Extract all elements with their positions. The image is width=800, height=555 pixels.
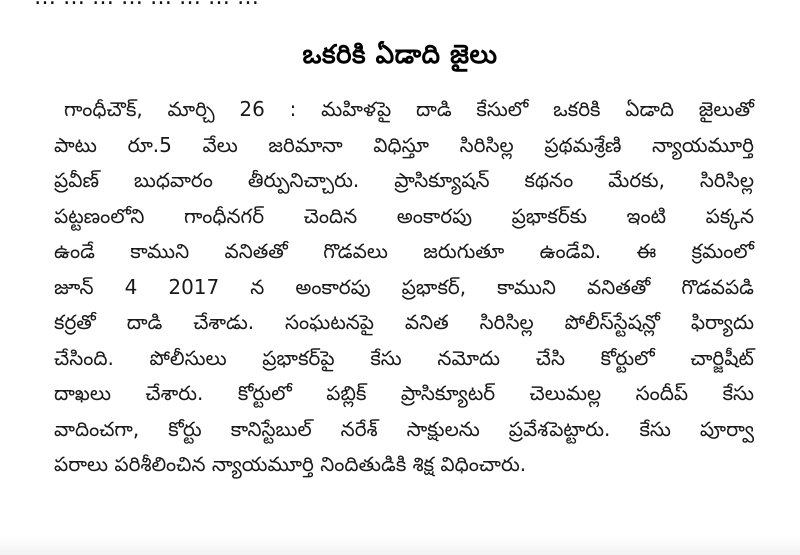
article-line-5: ఉండే కాముని వనితతో గొడవలు జరుగుతూ ఉండేవి. ఈ క్రమంలో — [54, 239, 754, 263]
article-line-9: దాఖలు చేశారు. కోర్టులో పబ్లిక్ ప్రాసిక్యూటర్ చెలుమల్ల సందీప్ కేసు — [54, 381, 754, 405]
article-line-11: పరాలు పరిశీలించిన న్యాయమూర్తి నిందితుడికి శిక్ష విధించారు. — [54, 452, 527, 476]
article-line-2: పాటు రూ.5 వేలు జరిమానా విధిస్తూ సిరిసిల్ల ప్రథమశ్రేణి న్యాయమూర్తి — [54, 132, 754, 157]
article-line-8: చేసింది. పోలీసులు ప్రభాకర్‌పై కేసు నమోదు చేసి కోర్టులో చార్జిషీట్ — [54, 345, 754, 370]
cut-off-previous-text — [34, 0, 764, 10]
page-bottom-edge — [0, 537, 800, 555]
article-body — [54, 92, 754, 483]
article-line-7: కర్రతో దాడి చేశాడు. సంఘటనపై వనిత సిరిసిల్ల పోలీస్‌స్టేషన్లో ఫిర్యాదు — [54, 310, 754, 334]
article-line-10: వాదించగా, కోర్టు కానిస్టేబుల్ నరేశ్ సాక్షులను ప్రవేశపెట్టారు. కేసు పూర్వా — [54, 416, 754, 441]
article-line-1: గాంధీచౌక్, మార్చి 26 : మహిళపై దాడి కేసులో ఒకరికి ఏడాది జైలుతో — [64, 97, 754, 121]
article-headline: ఒకరికి ఏడాది జైలు — [302, 40, 498, 70]
article-line-3: ప్రవీణ్ బుధవారం తీర్పునిచ్చారు. ప్రాసిక్యూషన్ కథనం మేరకు, సిరిసిల్ల — [54, 168, 754, 192]
article-line-6: జూన్ 4 2017 న అంకారపు ప్రభాకర్, కాముని వనితతో గొడవపడి — [54, 274, 754, 299]
article-line-4: పట్టణంలోని గాంధీనగర్ చెందిన అంకారపు ప్రభాకర్‌కు ఇంటి పక్కన — [54, 203, 754, 228]
